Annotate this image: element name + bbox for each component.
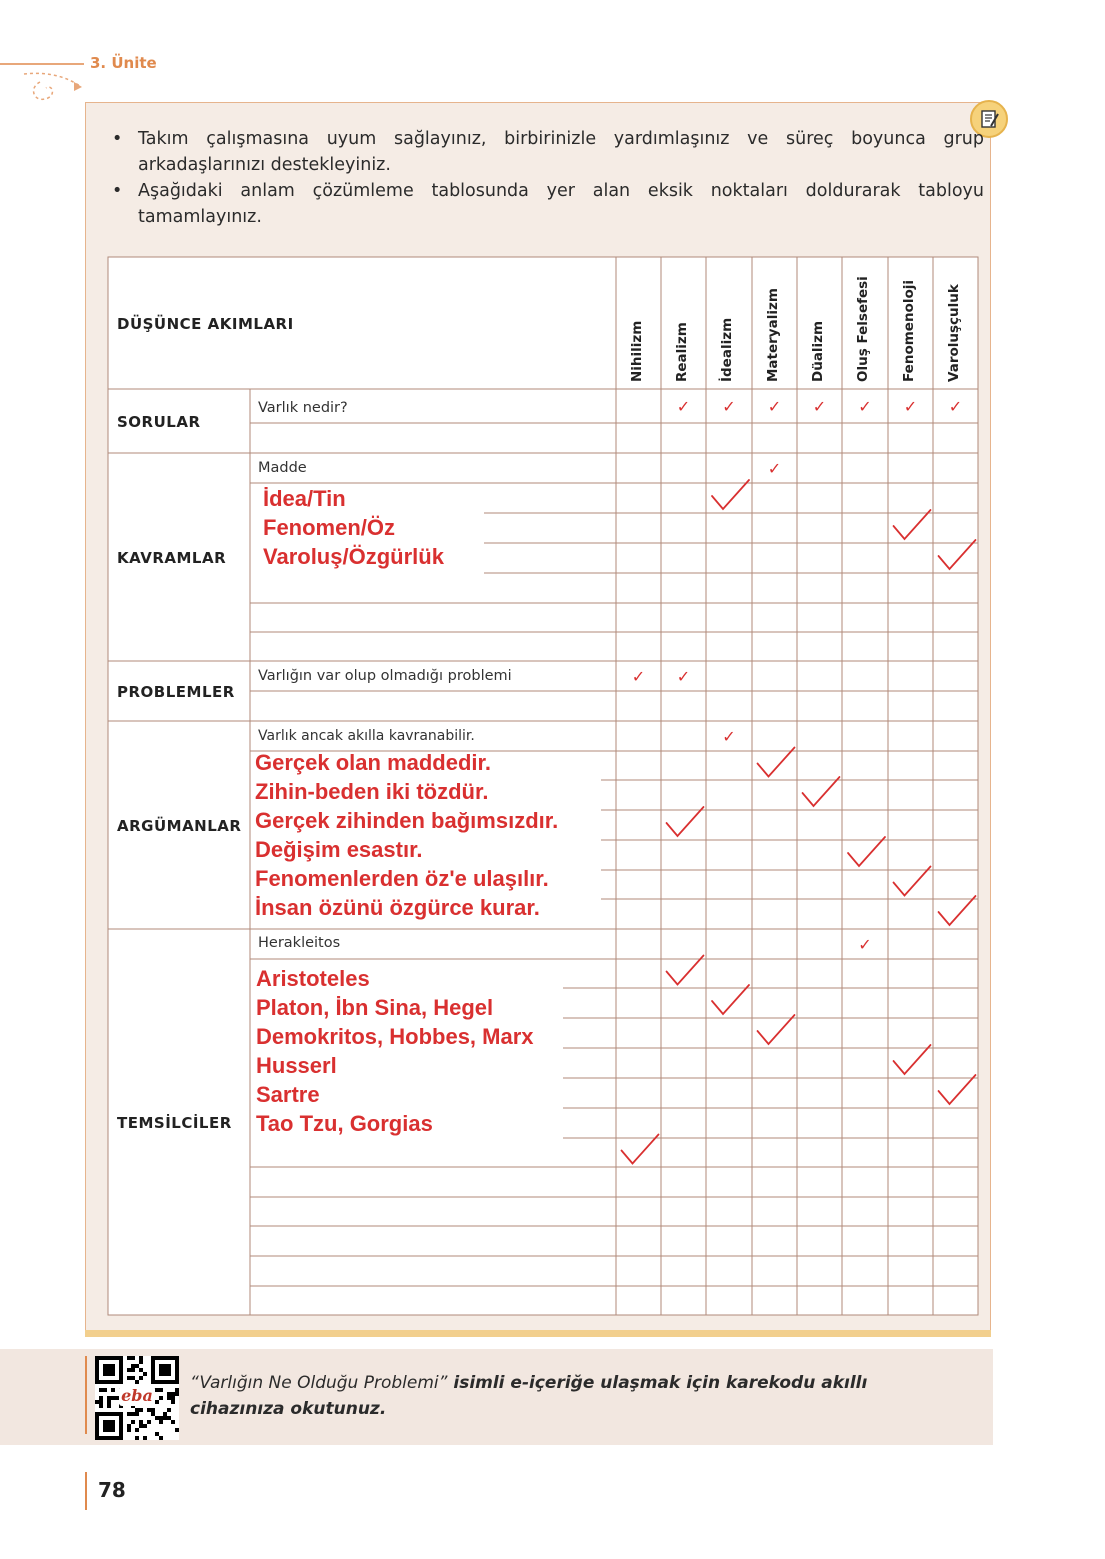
printed-check-icon: ✓: [903, 397, 918, 416]
hand-temsilci: Tao Tzu, Gorgias: [256, 1111, 433, 1136]
hand-arguman: Değişim esastır.: [255, 837, 423, 862]
row-label-arguman: Varlık ancak akılla kavranabilir.: [258, 728, 475, 744]
instruction-item: • Takım çalışmasına uyum sağlayınız, birbirinizle yardımlaşınız ve süreç boyunca grup arkadaşlarınızı destekleyiniz.: [112, 126, 984, 178]
table-header: DÜŞÜNCE AKIMLARI: [117, 315, 294, 333]
column-header: Fenomenoloji: [900, 280, 917, 382]
printed-check-icon: ✓: [722, 397, 736, 416]
hand-temsilci: Demokritos, Hobbes, Marx: [256, 1024, 534, 1049]
column-header: Oluş Felsefesi: [855, 276, 871, 382]
column-header: Materyalizm: [764, 288, 781, 382]
row-label-herakleitos: Herakleitos: [258, 935, 341, 951]
printed-check-icon: ✓: [631, 667, 646, 686]
printed-check-icon: ✓: [767, 459, 782, 478]
row-label-varlik-nedir: Varlık nedir?: [258, 400, 348, 416]
row-label-madde: Madde: [258, 460, 307, 476]
hand-arguman: İnsan özünü özgürce kurar.: [255, 895, 540, 920]
page-number: 78: [98, 1478, 126, 1502]
column-header: Varoluşçuluk: [945, 284, 962, 382]
category-problemler: PROBLEMLER: [117, 683, 235, 701]
column-header: Düalizm: [809, 320, 826, 382]
hand-arguman: Gerçek zihinden bağımsızdır.: [255, 808, 559, 833]
qr-accent-bar: [85, 1356, 87, 1434]
instruction-item: • Aşağıdaki anlam çözümleme tablosunda yer alan eksik noktaları doldurarak tabloyu tamamlayınız.: [112, 178, 984, 230]
hand-temsilci: Husserl: [256, 1053, 337, 1078]
hand-temsilci: Aristoteles: [256, 966, 370, 991]
hand-arguman: Gerçek olan maddedir.: [255, 750, 491, 775]
printed-check-icon: ✓: [767, 397, 782, 416]
printed-check-icon: ✓: [676, 397, 691, 416]
printed-check-icon: ✓: [858, 935, 872, 954]
category-kavramlar: KAVRAMLAR: [117, 549, 227, 567]
hand-kavram: İdea/Tin: [263, 486, 346, 511]
qr-code-icon[interactable]: [95, 1356, 179, 1440]
page-number-bar: [85, 1472, 87, 1510]
hand-temsilci: Sartre: [256, 1082, 320, 1107]
printed-check-icon: ✓: [948, 397, 963, 416]
unit-title: 3. Ünite: [90, 54, 157, 72]
printed-check-icon: ✓: [858, 397, 872, 416]
hand-kavram: Fenomen/Öz: [263, 515, 396, 540]
eicerik-title: “Varlığın Ne Olduğu Problemi”: [190, 1373, 448, 1393]
hand-kavram: Varoluş/Özgürlük: [263, 544, 444, 569]
printed-check-icon: ✓: [812, 397, 827, 416]
eicerik-note: [190, 1370, 960, 1422]
hand-arguman: Zihin-beden iki tözdür.: [255, 779, 489, 804]
category-sorular: SORULAR: [117, 413, 201, 431]
hand-arguman: Fenomenlerden öz'e ulaşılır.: [255, 866, 549, 891]
row-label-problem: Varlığın var olup olmadığı problemi: [258, 668, 512, 684]
eicerik-instruction: isimli e-içeriğe ulaşmak için karekodu akıllı cihazınıza okutunuz.: [190, 1373, 868, 1419]
column-header: İdealizm: [719, 317, 735, 382]
category-argumanlar: ARGÜMANLAR: [117, 817, 242, 835]
column-header: Realizm: [673, 322, 690, 382]
column-header: Nihilizm: [628, 320, 645, 382]
eba-logo: eba: [119, 1386, 155, 1406]
printed-check-icon: ✓: [676, 667, 691, 686]
printed-check-icon: ✓: [722, 727, 736, 746]
hand-temsilci: Platon, İbn Sina, Hegel: [256, 995, 494, 1020]
category-temsilciler: TEMSİLCİLER: [117, 1114, 232, 1132]
